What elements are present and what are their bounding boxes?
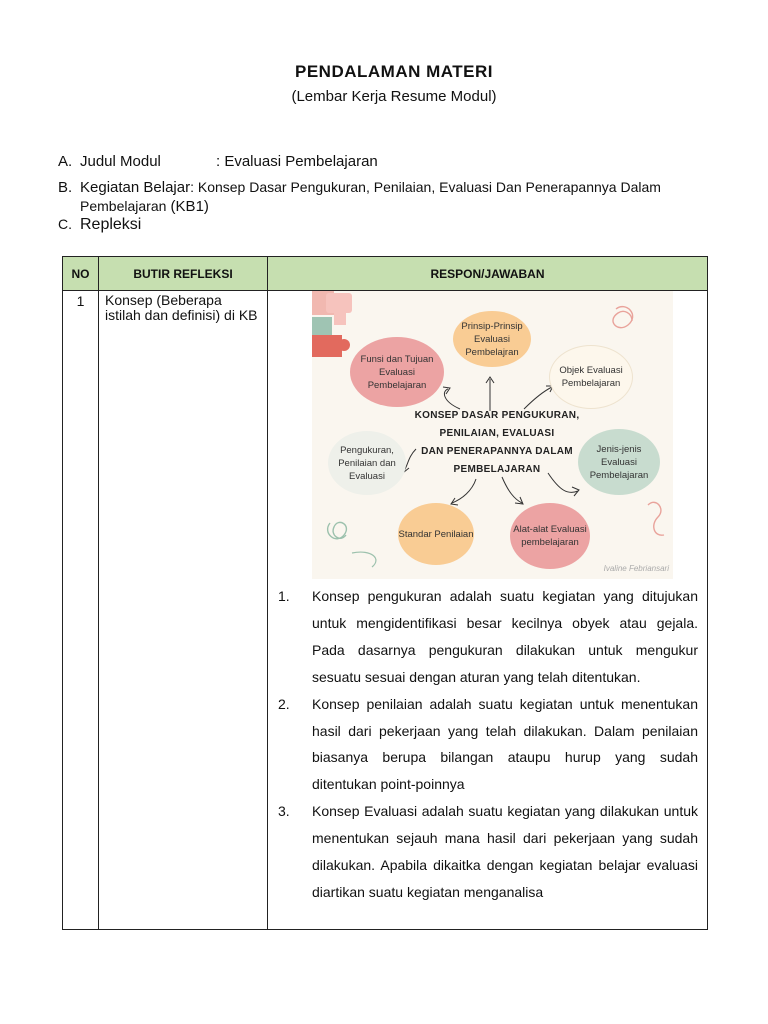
- header-butir: BUTIR REFLEKSI: [99, 257, 268, 291]
- learning-activity-row: [58, 178, 738, 216]
- list-item: 1. Konsep pengukuran adalah suatu kegiatan yang ditujukan untuk mengidentifikasi besar kecilnya obyek atau gejala. Pada dasarnya pengukuran dilakukan untuk mengukur sesuatu sesuai dengan aturan yang telah ditentukan.: [278, 588, 698, 685]
- squiggle-icon: [648, 502, 664, 535]
- learning-activity-value: : Konsep Dasar Pengukuran, Penilaian, Evaluasi Dan Penerapannya Dalam: [190, 179, 661, 195]
- node-measurement: Pengukuran, Penilaian dan Evaluasi: [328, 431, 406, 495]
- squiggle-icon: [328, 522, 347, 538]
- node-types: Jenis-jenis Evaluasi Pembelajaran: [578, 429, 660, 495]
- page-subtitle: (Lembar Kerja Resume Modul): [291, 88, 497, 105]
- reflection-row: [58, 215, 141, 234]
- mindmap-credit: Ivaline Febriansari: [603, 564, 669, 573]
- node-objects: Objek Evaluasi Pembelajaran: [549, 345, 633, 409]
- table-header-row: [63, 257, 708, 291]
- module-title-label: Judul Modul: [80, 153, 161, 170]
- learning-activity-value-kb: (KB1): [166, 198, 209, 215]
- concept-points: [268, 583, 698, 906]
- mindmap-center-title: KONSEP DASAR PENGUKURAN, PENILAIAN, EVALUASI DAN PENERAPANNYA DALAM PEMBELAJARAN: [414, 410, 580, 475]
- item-letter: B.: [58, 179, 73, 196]
- page-title: PENDALAMAN MATERI: [294, 62, 493, 81]
- concept-mindmap: [312, 291, 673, 579]
- list-item: 2. Konsep penilaian adalah suatu kegiatan untuk menentukan hasil dari pekerjaan yang telah dilakukan. Dalam penilaian biasanya berupa bilangan ataupu hurup yang sudah ditentukan point-poinnya: [278, 695, 698, 793]
- header-respon: RESPON/JAWABAN: [268, 257, 708, 291]
- node-tools: Alat-alat Evaluasi pembelajaran: [510, 503, 590, 569]
- squiggle-icon: [613, 307, 633, 328]
- node-standard: Standar Penilaian: [398, 503, 474, 565]
- table-row: [63, 291, 708, 930]
- response-cell: [268, 291, 708, 930]
- item-letter: A.: [58, 153, 73, 170]
- item-letter: C.: [58, 216, 72, 232]
- node-functions: Funsi dan Tujuan Evaluasi Pembelajaran: [350, 337, 444, 407]
- header-no: NO: [63, 257, 99, 291]
- node-principles: Prinsip-Prinsip Evaluasi Pembelajran: [453, 311, 531, 367]
- reflection-item: Konsep (Beberapa istilah dan definisi) di KB: [99, 291, 268, 930]
- puzzle-icon: [312, 291, 352, 357]
- list-item: 3. Konsep Evaluasi adalah suatu kegiatan yang dilakukan untuk menentukan sejauh mana hasil dari pekerjaan yang sudah dilakukan. Apabila dikaitka dengan kegiatan belajar evaluasi diartikan suatu kegiatan menganalisa: [278, 803, 698, 900]
- row-number: 1: [63, 291, 99, 930]
- module-title-value: : Evaluasi Pembelajaran: [216, 153, 378, 170]
- module-title-row: [58, 152, 378, 171]
- reflection-label: Repleksi: [80, 216, 142, 233]
- reflection-table: [62, 256, 708, 930]
- learning-activity-label: Kegiatan Belajar: [80, 179, 191, 196]
- learning-activity-value-cont: Pembelajaran: [80, 198, 167, 214]
